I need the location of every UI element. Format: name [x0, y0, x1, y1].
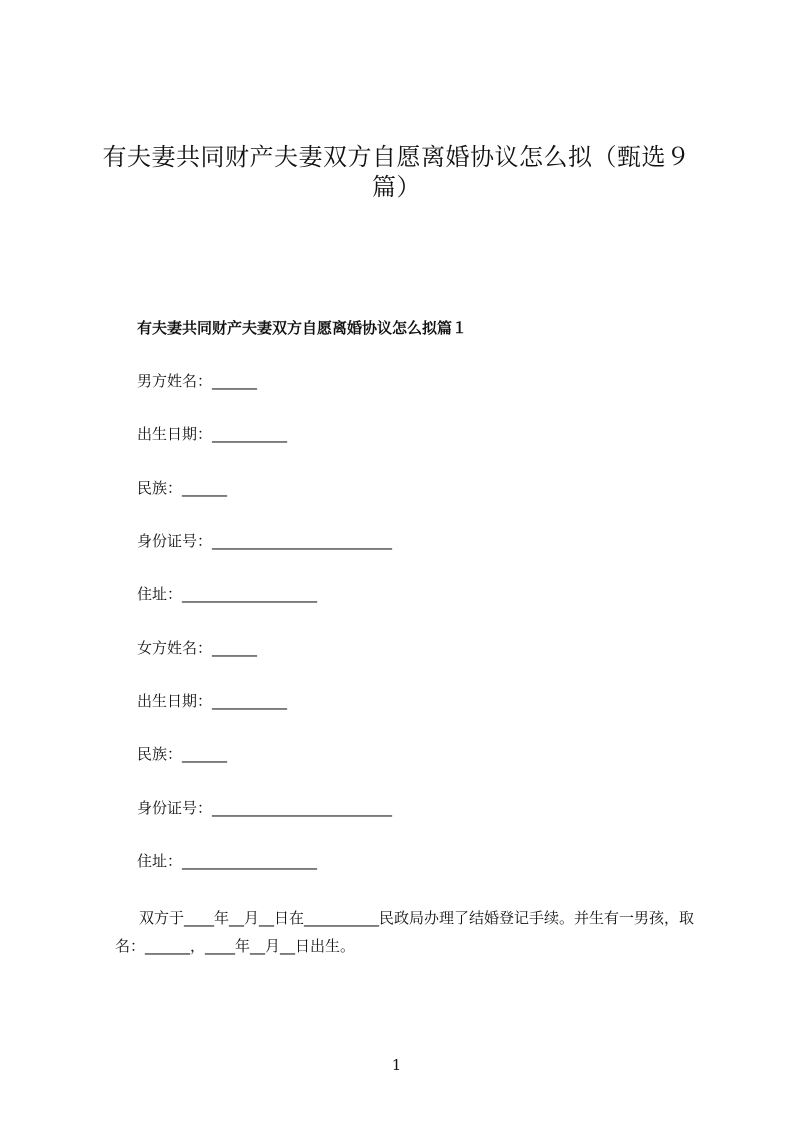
- female-id-number-field: 身份证号：________________________: [137, 799, 393, 817]
- female-ethnicity-field: 民族：______: [137, 745, 228, 763]
- male-birthdate-field: 出生日期：__________: [137, 425, 288, 443]
- section-heading: 有夫妻共同财产夫妻双方自愿离婚协议怎么拟篇１: [137, 319, 468, 337]
- male-ethnicity-field: 民族：______: [137, 479, 228, 497]
- female-name-field: 女方姓名：______: [137, 639, 258, 657]
- male-id-number-field: 身份证号：________________________: [137, 532, 393, 550]
- male-name-field: 男方姓名：______: [137, 372, 258, 390]
- document-title: 有夫妻共同财产夫妻双方自愿离婚协议怎么拟（甄选９篇）: [102, 143, 691, 201]
- page-number: 1: [391, 1056, 402, 1074]
- female-address-field: 住址：__________________: [137, 852, 318, 870]
- male-address-field: 住址：__________________: [137, 585, 318, 603]
- marriage-registration-paragraph: 双方于____年__月__日在__________民政局办理了结婚登记手续。并生有一男孩，取名：______，____年__月__日出生。: [115, 909, 695, 955]
- female-birthdate-field: 出生日期：__________: [137, 692, 288, 710]
